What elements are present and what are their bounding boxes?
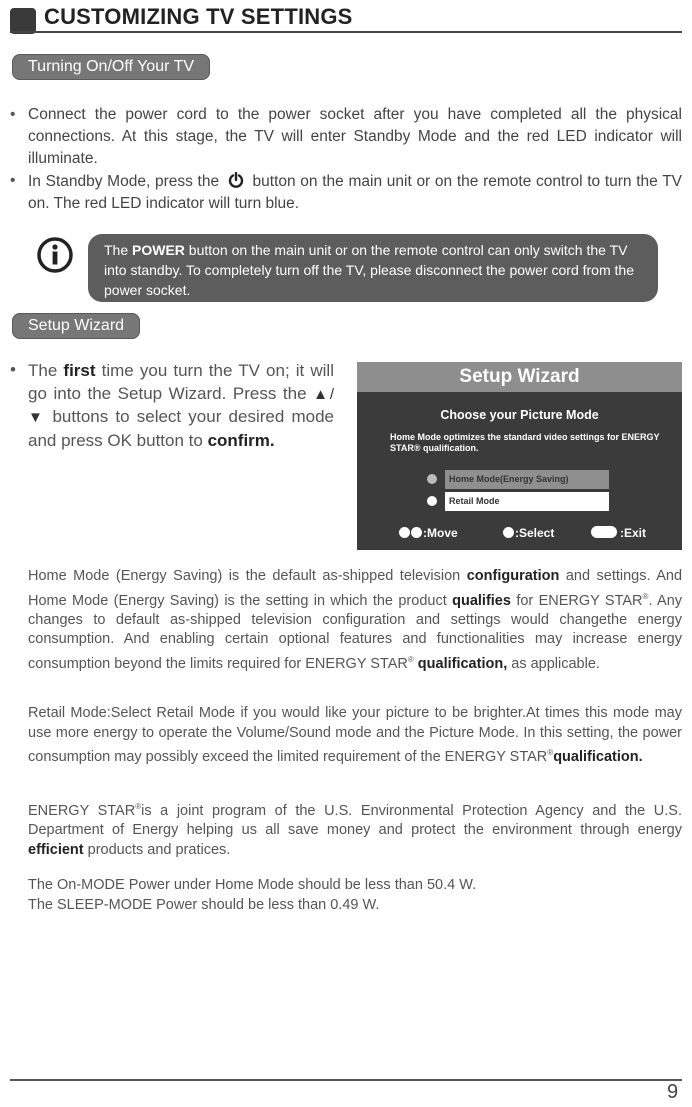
registered-mark: ® (407, 654, 414, 664)
sleep-mode-power-text: The SLEEP-MODE Power should be less than 0.49 W. (28, 896, 380, 913)
footer-divider (10, 1079, 682, 1081)
power-icon (228, 172, 244, 188)
option-home-mode[interactable]: Home Mode(Energy Saving) (445, 470, 609, 489)
page-title: CUSTOMIZING TV SETTINGS (44, 4, 353, 29)
select-hint (503, 526, 554, 540)
paragraph-home-mode (28, 567, 682, 674)
note-power-label: POWER (132, 242, 185, 258)
section-heading-power: Turning On/Off Your TV (12, 54, 210, 80)
exit-label: :Exit (620, 526, 647, 540)
p3-text-a: ENERGY STAR (28, 802, 136, 819)
page-number: 9 (667, 1081, 679, 1103)
on-mode-power-text: The On-MODE Power under Home Mode should be less than 50.4 W. (28, 877, 477, 893)
registered-mark: ® (642, 591, 649, 601)
paragraph-retail-mode (28, 704, 682, 767)
screen-description: Home Mode optimizes the standard video settings for ENERGY STAR® qualification. (390, 432, 660, 453)
note-text: button on the main unit or on the remote control can only switch the TV into standby. To completely turn off the TV, please disconnect the power cord from the power socket. (104, 242, 634, 298)
screen-subtitle: Choose your Picture Mode (440, 408, 599, 422)
p1-text-a: Home Mode (Energy Saving) is the default as-shipped television (28, 568, 461, 584)
option-home-radio-icon[interactable] (427, 474, 437, 484)
p2-text-a: Retail Mode:Select Retail Mode if you would like your picture to be brighter.At times this mode may use more energy to operate the Volume/Sound mode and the Picture Mode. In this setting, the power consumption may possibly exceed the limited requirement of the ENERGY STAR (28, 705, 682, 765)
info-icon (36, 236, 74, 274)
exit-hint (591, 526, 646, 540)
wizard-intro-first: first (63, 361, 96, 380)
section-heading-setup-wizard: Setup Wizard (12, 313, 140, 339)
paragraph-power-values (28, 876, 682, 915)
p1-bold-qualification: qualification, (417, 655, 508, 672)
p1-text-f: as applicable. (511, 655, 600, 672)
wizard-bullet-dot: • (10, 360, 16, 379)
bullet-connect: • Connect the power cord to the power socket after you have completed all the physical connections. At this stage, the TV will enter Standby Mode and the red LED indicator will illuminate. (10, 104, 682, 170)
up-button-icon (399, 527, 410, 538)
title-divider (10, 31, 682, 33)
power-bullet-list (10, 104, 682, 215)
ok-button-icon (503, 527, 514, 538)
registered-mark: ® (135, 802, 142, 811)
down-button-icon (411, 527, 422, 538)
paragraph-energy-star (28, 797, 682, 860)
p3-text-b: is a joint program of the U.S. Environmental Protection Agency and the U.S. Department of Energy helping us all save money and protect the environment through energy (28, 802, 682, 839)
p2-bold-qualification: qualification. (553, 748, 643, 765)
wizard-intro-3: buttons to select your desired mode and press OK button to (28, 407, 334, 450)
registered-mark: ® (547, 748, 554, 757)
p3-text-c: products and pratices. (87, 841, 231, 858)
wizard-intro-text (28, 360, 334, 452)
note-prefix: The (104, 242, 129, 258)
p1-bold-configuration: configuration (466, 568, 560, 584)
power-note (88, 234, 658, 302)
select-label: :Select (515, 526, 555, 540)
p1-text-e: . Any changes to default as-shipped television configuration and settings would changethe energy consumption. And enabling certain optional features and functionalities may increase energy consumption beyond the limits required for ENERGY STAR (28, 592, 683, 672)
setup-wizard-screen (357, 362, 682, 550)
bullet-standby-text-a: In Standby Mode, press the (28, 173, 220, 190)
wizard-intro-confirm: confirm. (207, 430, 275, 450)
option-retail-mode[interactable]: Retail Mode (445, 492, 609, 511)
p1-bold-qualifies: qualifies (452, 592, 511, 609)
option-retail-radio-icon[interactable] (427, 496, 437, 506)
move-label: :Move (423, 526, 458, 540)
wizard-intro-2: time you turn the TV on; it will go into the Setup Wizard. Press the (28, 361, 334, 403)
menu-button-icon (591, 526, 617, 538)
wizard-intro-1: The (28, 361, 58, 380)
screen-title: Setup Wizard (357, 362, 682, 392)
p3-bold-efficient: efficient (28, 841, 84, 858)
up-down-arrows-icon: ▲/▼ (28, 385, 334, 426)
move-hint (399, 526, 458, 540)
p1-text-d: for ENERGY STAR (516, 592, 643, 609)
screen-footer (357, 522, 682, 544)
bullet-standby-text-b: button on the main unit or on the remote control to turn the TV on. The red LED indicator will turn blue. (28, 173, 683, 212)
p1-text-c: and settings. And Home Mode (Energy Saving) is the setting in which the product (28, 568, 683, 609)
bullet-standby (10, 170, 682, 215)
